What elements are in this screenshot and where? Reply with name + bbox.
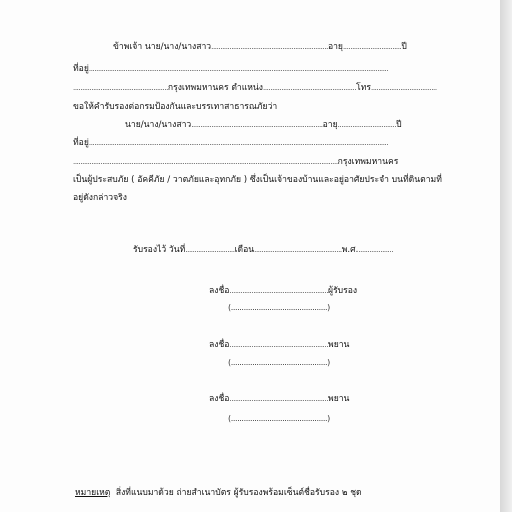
victim-address-label: ที่อยู่ <box>73 138 89 148</box>
victim-name-label: นาย/นาง/นางสาว <box>125 120 192 130</box>
victim-name-blank[interactable]: ........................................................................ <box>191 121 323 129</box>
declarant-name-blank[interactable]: ................................................................ <box>211 43 328 51</box>
victim-line <box>125 120 402 131</box>
declarant-age-label: อายุ <box>327 42 343 52</box>
certifier-printed-name-blank[interactable]: (.............................................) <box>228 303 330 312</box>
page-edge-shadow <box>500 0 512 512</box>
witness1-signature-blank[interactable]: ...................................................... <box>229 341 329 349</box>
victim-city-line <box>73 157 398 168</box>
witness2-printed-name-blank[interactable]: (.............................................) <box>228 414 330 423</box>
certifier-role-label: ผู้รับรอง <box>328 286 358 296</box>
note-label: หมายเหตุ <box>75 488 111 498</box>
certify-date-label: รับรองไว้ วันที่ <box>133 245 186 255</box>
declarant-address-label: ที่อยู่ <box>73 64 89 74</box>
declarant-address-line <box>73 64 388 75</box>
footnote <box>75 488 362 499</box>
victim-address-line <box>73 138 388 149</box>
victim-year-label: ปี <box>396 120 402 130</box>
note-text: สิ่งที่แนบมาด้วย ถ่ายสำเนาบัตร ผู้รับรองพร้อมเซ็นต์ชื่อรับรอง ๒ ชุด <box>115 488 362 498</box>
year-label: พ.ศ. <box>341 245 359 255</box>
declarant-address-blank[interactable]: .................................................................................................................................................................... <box>88 65 389 73</box>
sign-label: ลงชื่อ <box>209 340 230 350</box>
day-blank[interactable]: ........................... <box>185 246 235 254</box>
certifier-signature-blank[interactable]: ...................................................... <box>229 287 329 295</box>
sign-label: ลงชื่อ <box>209 394 230 404</box>
witness2-signature-blank[interactable]: ...................................................... <box>229 395 329 403</box>
year-blank[interactable]: ................... <box>358 246 394 254</box>
victim-city-label: กรุงเทพมหานคร <box>337 157 399 167</box>
witness2-signature-line <box>209 394 349 405</box>
disaster-statement: เป็นผู้ประสบภัย ( อัคคีภัย / วาตภัยและอุทกภัย ) ซึ่งเป็นเจ้าของบ้านและอยู่อาศัยประจำ บนที่ดินตามที่ <box>73 175 442 185</box>
declarant-position-line <box>73 83 437 94</box>
disaster-statement-end: อยู่ดังกล่าวจริง <box>73 193 127 203</box>
victim-address-blank-2[interactable]: ................................................................................................................................................. <box>73 158 338 166</box>
certifier-signature-line <box>209 286 357 297</box>
victim-address-blank[interactable]: .................................................................................................................................................................... <box>88 139 389 147</box>
month-blank[interactable]: ................................................ <box>254 246 342 254</box>
witness1-role-label: พยาน <box>328 340 350 350</box>
month-label: เดือน <box>234 245 255 255</box>
witness1-signature-line <box>209 340 349 351</box>
declarant-district-blank[interactable]: .................................................... <box>73 84 168 92</box>
victim-age-blank[interactable]: ................................ <box>337 121 397 129</box>
date-line <box>133 245 393 256</box>
certify-statement: ขอให้คำรับรองต่อกรมป้องกันและบรรเทาสาธารณภัยว่า <box>73 102 278 112</box>
declarant-name-label: ข้าพเจ้า นาย/นาง/นางสาว <box>113 42 212 52</box>
declarant-position-blank[interactable]: ................................................... <box>263 84 357 92</box>
declarant-tel-blank[interactable]: .................................... <box>371 84 437 92</box>
victim-age-label: อายุ <box>322 120 338 130</box>
declarant-tel-label: โทร <box>356 83 371 93</box>
declarant-line <box>113 42 407 53</box>
witness2-role-label: พยาน <box>328 394 350 404</box>
declarant-year-label: ปี <box>401 42 407 52</box>
witness1-printed-name-blank[interactable]: (.............................................) <box>228 358 330 367</box>
declarant-age-blank[interactable]: ................................ <box>342 43 402 51</box>
declarant-city-position-label: กรุงเทพมหานคร ตำแหน่ง <box>167 83 263 93</box>
sign-label: ลงชื่อ <box>209 286 230 296</box>
